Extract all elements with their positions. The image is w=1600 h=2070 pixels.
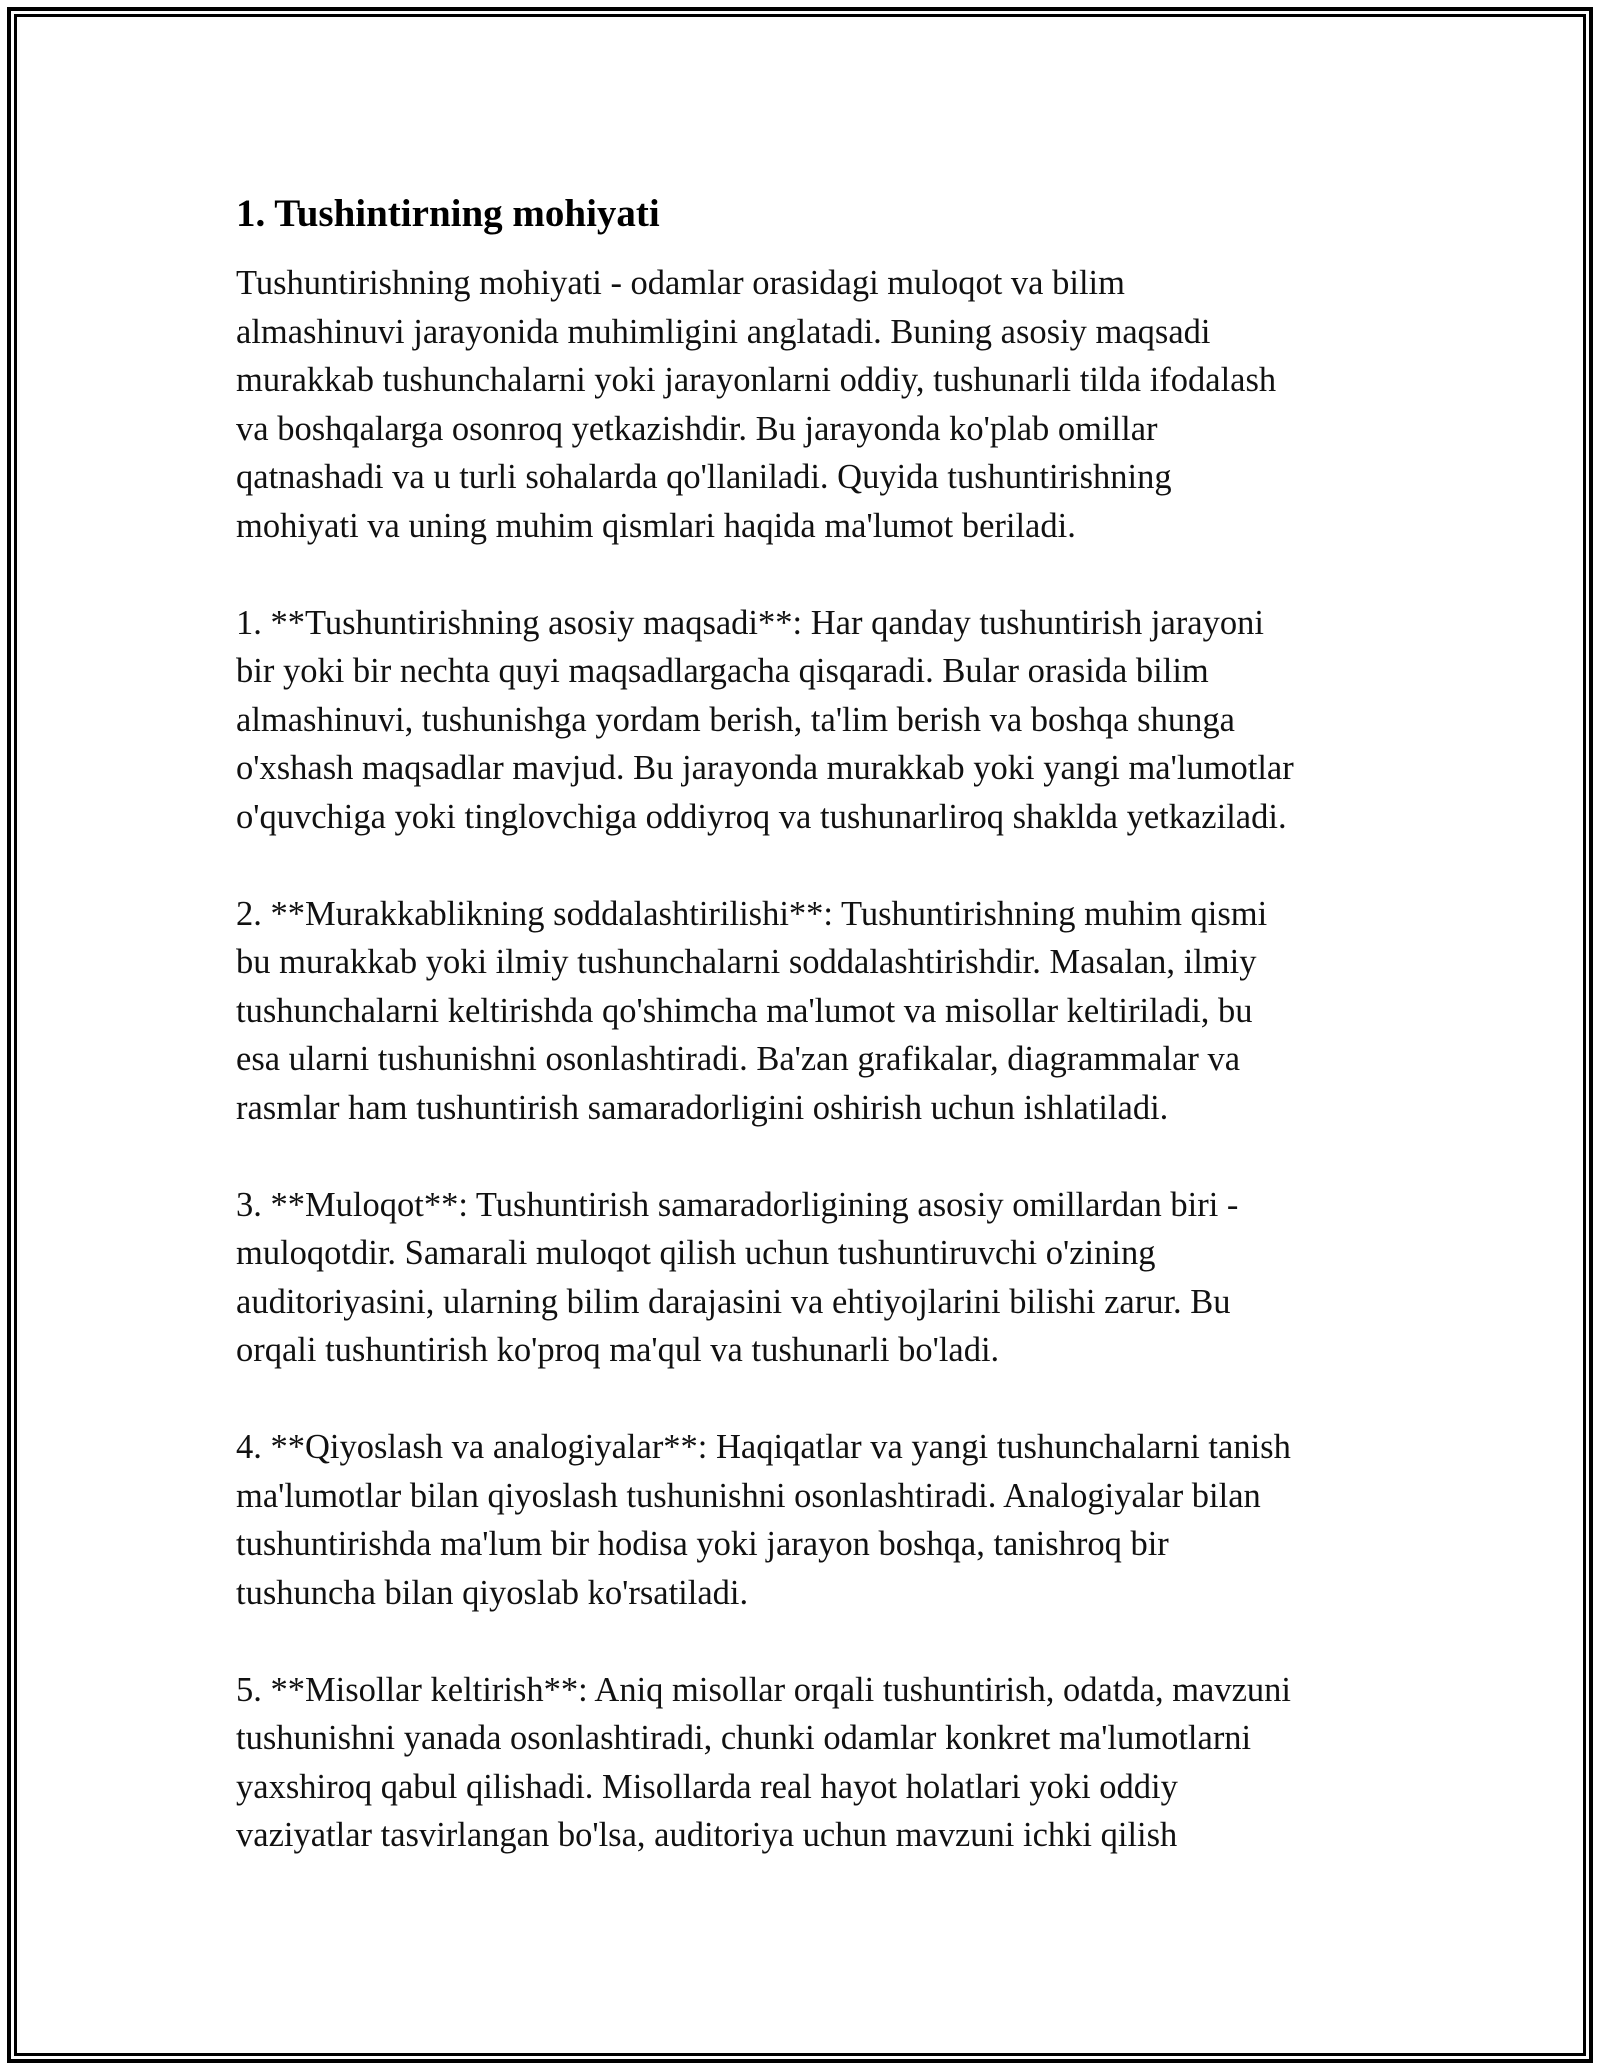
paragraph-item-3: 3. **Muloqot**: Tushuntirish samaradorligining asosiy omillardan biri - muloqotdir. Samarali muloqot qilish uchun tushuntiruvchi o'zining auditoriyasini, ularning bilim darajasini va ehtiyojlarini bilishi zarur. Bu orqali tushuntirish ko'proq ma'qul va tushunarli bo'ladi. bbox=[236, 1185, 1239, 1369]
paragraph-item-2: 2. **Murakkablikning soddalashtirilishi**: Tushuntirishning muhim qismi bu murakkab yoki ilmiy tushunchalarni soddalashtirishdir. Masalan, ilmiy tushunchalarni keltirishda qo'shimcha ma'lumot va misollar keltiriladi, bu esa ularni tushunishni osonlashtiradi. Ba'zan grafikalar, diagrammalar va rasmlar ham tushuntirish samaradorligini oshirish uchun ishlatiladi. bbox=[236, 894, 1268, 1127]
paragraph-intro: Tushuntirishning mohiyati - odamlar orasidagi muloqot va bilim almashinuvi jarayonida muhimligini anglatadi. Buning asosiy maqsadi murakkab tushunchalarni yoki jarayonlarni oddiy, tushunarli tilda ifodalash va boshqalarga osonroq yetkazishdir. Bu jarayonda ko'plab omillar qatnashadi va u turli sohalarda qo'llaniladi. Quyida tushuntirishning mohiyati va uning muhim qismlari haqida ma'lumot beriladi. bbox=[236, 264, 1277, 545]
paragraph-item-5: 5. **Misollar keltirish**: Aniq misollar orqali tushuntirish, odatda, mavzuni tushunishni yanada osonlashtiradi, chunki odamlar konkret ma'lumotlarni yaxshiroq qabul qilishadi. Misollarda real hayot holatlari yoki oddiy vaziyatlar tasvirlangan bo'lsa, auditoriya uchun mavzuni ichki qilish bbox=[236, 1670, 1292, 1854]
paragraph-item-4: 4. **Qiyoslash va analogiyalar**: Haqiqatlar va yangi tushunchalarni tanish ma'lumotlar bilan qiyoslash tushunishni osonlashtiradi. Analogiyalar bilan tushuntirishda ma'lum bir hodisa yoki jarayon boshqa, tanishroq bir tushuncha bilan qiyoslab ko'rsatiladi. bbox=[236, 1428, 1291, 1612]
section-heading: 1. Tushintirning mohiyati bbox=[236, 192, 660, 235]
document-body bbox=[236, 188, 1366, 1908]
paragraph-item-1: 1. **Tushuntirishning asosiy maqsadi**: Har qanday tushuntirish jarayoni bir yoki bir nechta quyi maqsadlargacha qisqaradi. Bular orasida bilim almashinuvi, tushunishga yordam berish, ta'lim berish va boshqa shunga o'xshash maqsadlar mavjud. Bu jarayonda murakkab yoki yangi ma'lumotlar o'quvchiga yoki tinglovchiga oddiyroq va tushunarliroq shaklda yetkaziladi. bbox=[236, 603, 1294, 836]
